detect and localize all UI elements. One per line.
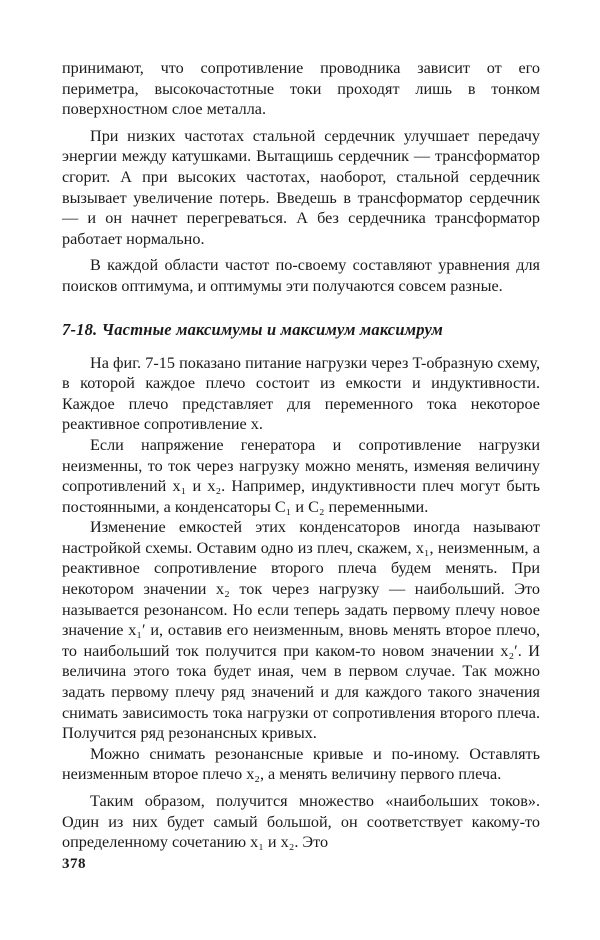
page-body xyxy=(62,58,540,853)
section-heading: 7-18. Частные максимумы и максимум максимрум xyxy=(62,319,444,339)
paragraph-intro-3: В каждой области частот по-своему составляют уравнения для поисков оптимума, и оптимумы эти получаются совсем разные. xyxy=(62,256,540,295)
paragraph-section-3: Изменение емкостей этих конденсаторов иногда называют настройкой схемы. Оставим одно из плеч, скажем, x₁, неизменным, а реактивное сопротивление второго плеча будем менять. При некотором значении x₂ ток через нагрузку — наибольший. Это называется резонансом. Но если теперь задать первому плечу новое значение x₁′ и, оставив его неизменным, вновь менять второе плечо, то наибольший ток получится при каком-то новом значении x₂′. И величина этого тока будет иная, чем в первом случае. Так можно задать первому плечу ряд значений и для каждого такого значения снимать зависимость тока нагрузки от сопротивления второго плеча. Получится ряд резонансных кривых. xyxy=(62,518,540,743)
paragraph-section-5: Таким образом, получится множество «наибольших токов». Один из них будет самый большой, он соответствует какому-то определенному сочетанию x₁ и x₂. Это xyxy=(62,792,540,852)
paragraph-intro-1: принимают, что сопротивление проводника зависит от его периметра, высокочастотные токи проходят лишь в тонком поверхностном слое металла. xyxy=(62,59,540,119)
paragraph-section-1: На фиг. 7-15 показано питание нагрузки через T-образную схему, в которой каждое плечо состоит из емкости и индуктивности. Каждое плечо представляет для переменного тока некоторое реактивное сопротивление x. xyxy=(62,353,540,434)
paragraph-section-4: Можно снимать резонансные кривые и по-иному. Оставлять неизменным второе плечо x₂, а менять величину первого плеча. xyxy=(62,744,540,784)
paragraph-intro-2: При низких частотах стальной сердечник улучшает передачу энергии между катушками. Вытащишь сердечник — трансформатор сгорит. А при высоких частотах, наоборот, стальной сердечник вызывает увеличение потерь. Введешь в трансформатор сердечник — и он начнет перегреваться. А без сердечника трансформатор работает нормально. xyxy=(62,126,540,248)
paragraph-section-2: Если напряжение генератора и сопротивление нагрузки неизменны, то ток через нагрузку можно менять, изменяя величину сопротивлений x₁ и x₂. Например, индуктивности плеч могут быть постоянными, а конденсаторы C₁ и C₂ переменными. xyxy=(62,435,540,516)
page-number: 378 xyxy=(62,856,86,872)
